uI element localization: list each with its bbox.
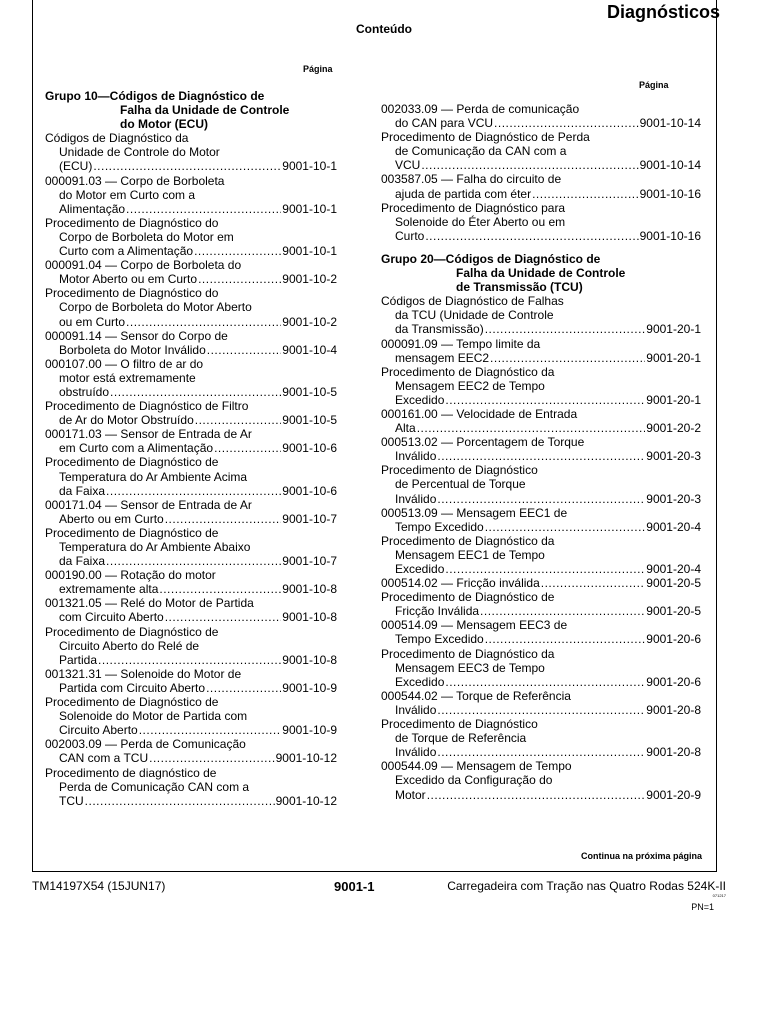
toc-entry-page: 9001-10-12 (275, 751, 337, 766)
toc-entry[interactable] (381, 365, 701, 407)
toc-entry[interactable] (45, 455, 337, 497)
dot-leader (214, 441, 281, 455)
toc-entry-page: 9001-10-9 (282, 680, 337, 695)
toc-entry-text: da Faixa (59, 554, 106, 569)
toc-entry-text: da Faixa (59, 483, 106, 498)
toc-entry-page: 9001-10-7 (282, 511, 337, 526)
footer-pn: PN=1 (691, 902, 714, 912)
toc-entry-text: Procedimento de Diagnóstico para (381, 200, 566, 215)
dot-leader (93, 159, 281, 173)
toc-entry-page: 9001-10-6 (282, 483, 337, 498)
dot-leader (165, 512, 282, 526)
dot-leader (149, 751, 274, 765)
toc-entry-page: 9001-20-5 (646, 604, 701, 619)
toc-entry-page: 9001-20-3 (646, 449, 701, 464)
toc-entry-text: TCU (59, 793, 84, 808)
toc-entry-text: Excedido (395, 392, 445, 407)
toc-entry-text: 001321.05 — Relé do Motor de Partida (45, 596, 254, 611)
toc-entry-text: Procedimento de Diagnóstico do (45, 286, 219, 301)
toc-entry-text: da TCU (Unidade de Controle (395, 308, 554, 323)
dot-leader (159, 582, 281, 596)
toc-entry-text: Procedimento de Diagnóstico (381, 463, 538, 478)
toc-entry[interactable] (381, 294, 701, 336)
toc-entry-text: Partida (59, 652, 98, 667)
toc-entry[interactable] (381, 689, 701, 717)
toc-entry[interactable] (45, 286, 337, 328)
dot-leader (195, 413, 282, 427)
toc-entry[interactable] (381, 717, 701, 759)
toc-entry-text: de Ar do Motor Obstruído (59, 413, 194, 428)
dot-leader (445, 562, 645, 576)
group-10-title: Grupo 10—Códigos de Diagnóstico de Falha da Unidade de Controle do Motor (ECU) (45, 89, 290, 132)
toc-entry-text: 002033.09 — Perda de comunicação (381, 102, 580, 116)
toc-entry[interactable] (381, 534, 701, 576)
dot-leader (194, 244, 281, 258)
toc-entry-text: 000091.09 — Tempo limite da (381, 336, 541, 351)
toc-entry-text: 000513.09 — Mensagem EEC1 de (381, 505, 568, 520)
toc-entry-text: mensagem EEC2 (395, 350, 490, 365)
toc-entry-text: de Percentual de Torque (395, 477, 526, 492)
toc-entry-text: Procedimento de Diagnóstico de Filtro (45, 399, 249, 414)
toc-entry-text: Mensagem EEC3 de Tempo (395, 660, 545, 675)
toc-entry-text: 001321.31 — Solenoide do Motor de (45, 666, 242, 681)
dot-leader (437, 745, 645, 759)
toc-entry-page: 9001-20-4 (646, 562, 701, 576)
toc-entry[interactable] (381, 618, 701, 646)
toc-entry-text: Solenoide do Motor de Partida com (59, 709, 248, 724)
toc-entry-text: ajuda de partida com éter (395, 186, 532, 201)
toc-entry[interactable] (381, 590, 701, 618)
toc-entry-text: Tempo Excedido (395, 632, 484, 647)
toc-entry-page: 9001-20-9 (646, 787, 701, 802)
footer-page-number: 9001-1 (334, 879, 375, 894)
toc-entry-text: Inválido (395, 702, 437, 717)
dot-leader (541, 576, 646, 590)
toc-entry-text: Aberto ou em Curto (59, 511, 164, 526)
toc-entry-page: 9001-20-6 (646, 674, 701, 689)
group-20-entries (381, 294, 701, 801)
toc-entry-text: Procedimento de Diagnóstico do (45, 215, 219, 230)
toc-entry[interactable] (45, 357, 337, 399)
toc-right-column (381, 102, 701, 802)
dot-leader (532, 187, 639, 201)
toc-entry-page: 9001-10-1 (282, 159, 337, 174)
dot-leader (485, 322, 646, 336)
toc-entry-text: Temperatura do Ar Ambiente Abaixo (59, 540, 251, 554)
toc-entry-page: 9001-10-8 (282, 582, 337, 597)
toc-entry-text: Códigos de Diagnóstico da (45, 131, 189, 146)
toc-entry[interactable] (45, 667, 337, 695)
toc-entry-text: 000091.14 — Sensor do Corpo de (45, 328, 228, 343)
toc-entry-text: 002003.09 — Perda de Comunicação (45, 737, 246, 752)
toc-entry-text: de Comunicação da CAN com a (395, 144, 567, 159)
dot-leader (106, 554, 281, 568)
toc-entry-page: 9001-10-12 (275, 793, 337, 808)
toc-entry[interactable] (45, 695, 337, 737)
toc-entry-page: 9001-10-16 (639, 186, 701, 201)
toc-entry[interactable] (45, 427, 337, 455)
toc-entry-text: Procedimento de Diagnóstico de (45, 624, 219, 639)
dot-leader (480, 604, 645, 618)
page-column-label-right: Página (639, 80, 669, 90)
toc-entry-text: 000161.00 — Velocidade de Entrada (381, 406, 578, 421)
dot-leader (139, 723, 282, 737)
toc-entry-text: 000544.02 — Torque de Referência (381, 688, 571, 703)
toc-entry-page: 9001-10-7 (282, 554, 337, 569)
toc-entry[interactable] (45, 526, 337, 568)
toc-entry-page: 9001-20-4 (646, 519, 701, 534)
toc-entry-page: 9001-20-6 (646, 632, 701, 647)
toc-entry-text: da Transmissão) (395, 322, 484, 337)
dot-leader (421, 158, 638, 172)
toc-entry[interactable] (381, 102, 701, 130)
toc-entry-page: 9001-10-2 (282, 272, 337, 287)
toc-entry-page: 9001-20-1 (646, 350, 701, 365)
toc-entry[interactable] (45, 737, 337, 765)
toc-entry-page: 9001-20-8 (646, 745, 701, 760)
toc-entry-page: 9001-20-1 (646, 322, 701, 337)
toc-entry-page: 9001-10-9 (282, 723, 337, 738)
toc-entry-text: CAN com a TCU (59, 751, 149, 766)
toc-entry-text: Excedido (395, 562, 445, 576)
footer-doc-id: TM14197X54 (15JUN17) (32, 879, 166, 893)
toc-entry-text: em Curto com a Alimentação (59, 441, 214, 456)
toc-left-column (45, 89, 337, 808)
footer-machine-name: Carregadeira com Tração nas Quatro Rodas 524K-II (447, 879, 726, 893)
toc-entry-text: 003587.05 — Falha do circuito de (381, 172, 562, 187)
toc-entry-text: Inválido (395, 745, 437, 760)
dot-leader (165, 610, 282, 624)
toc-entry[interactable] (45, 766, 337, 808)
toc-entry[interactable] (45, 568, 337, 596)
toc-entry-text: 000514.09 — Mensagem EEC3 de (381, 618, 568, 633)
toc-entry-text: Circuito Aberto do Relé de (59, 638, 200, 653)
group-10-continued-entries (381, 102, 701, 243)
toc-entry-text: Mensagem EEC2 de Tempo (395, 378, 545, 393)
toc-entry-text: 000107.00 — O filtro de ar do (45, 356, 204, 371)
dot-leader (198, 272, 281, 286)
toc-entry-page: 9001-20-1 (646, 392, 701, 407)
toc-entry-text: 000171.04 — Sensor de Entrada de Ar (45, 497, 252, 512)
toc-entry-text: 000514.02 — Fricção inválida (381, 576, 540, 591)
toc-entry-text: de Torque de Referência (395, 731, 527, 746)
toc-entry-text: do CAN para VCU (395, 116, 494, 131)
dot-leader (427, 788, 646, 802)
toc-entry[interactable] (381, 463, 701, 505)
toc-entry-text: Inválido (395, 491, 437, 506)
toc-entry-text: Procedimento de Diagnóstico da (381, 364, 555, 379)
toc-entry-text: Alta (395, 421, 416, 436)
toc-entry-page: 9001-10-1 (282, 201, 337, 216)
dot-leader (445, 675, 645, 689)
toc-entry[interactable] (381, 130, 701, 172)
dot-leader (485, 520, 646, 534)
toc-entry-page: 9001-10-5 (282, 384, 337, 399)
toc-entry-text: VCU (395, 158, 421, 173)
document-title: Diagnósticos (606, 2, 720, 22)
toc-entry-text: Corpo de Borboleta do Motor em (59, 229, 234, 244)
page-column-label-left: Página (303, 64, 333, 74)
dot-leader (206, 681, 281, 695)
toc-entry-page: 9001-20-3 (646, 491, 701, 506)
toc-entry-text: Circuito Aberto (59, 723, 138, 738)
toc-entry-page: 9001-10-16 (639, 228, 701, 243)
dot-leader (417, 421, 646, 435)
toc-entry-text: com Circuito Aberto (59, 610, 164, 625)
toc-entry-text: Procedimento de Diagnóstico de (45, 455, 219, 470)
toc-entry[interactable] (45, 258, 337, 286)
dot-leader (207, 343, 282, 357)
toc-entry[interactable] (45, 498, 337, 526)
toc-entry-text: extremamente alta (59, 582, 159, 597)
toc-entry-page: 9001-20-5 (646, 576, 701, 591)
toc-entry[interactable] (381, 337, 701, 365)
toc-entry-page: 9001-20-8 (646, 702, 701, 717)
toc-entry-text: Procedimento de Diagnóstico da (381, 533, 555, 548)
toc-entry-text: 000171.03 — Sensor de Entrada de Ar (45, 427, 252, 442)
group-10-entries (45, 131, 337, 808)
toc-entry-page: 9001-10-14 (639, 116, 701, 131)
toc-entry[interactable] (381, 201, 701, 243)
toc-entry[interactable] (381, 647, 701, 689)
toc-entry[interactable] (381, 576, 701, 590)
dot-leader (437, 492, 645, 506)
toc-entry[interactable] (45, 596, 337, 624)
contents-heading: Conteúdo (356, 22, 412, 36)
toc-entry-text: 000190.00 — Rotação do motor (45, 568, 216, 583)
toc-entry-text: Motor (395, 787, 426, 802)
toc-entry-page: 9001-10-5 (282, 413, 337, 428)
toc-entry-text: Alimentação (59, 201, 126, 216)
toc-entry-text: obstruído (59, 384, 110, 399)
toc-entry-text: Partida com Circuito Aberto (59, 680, 206, 695)
toc-entry-page: 9001-10-1 (282, 244, 337, 259)
toc-entry-text: Curto com a Alimentação (59, 244, 194, 259)
toc-entry-page: 9001-10-4 (282, 342, 337, 357)
toc-entry[interactable] (45, 174, 337, 216)
toc-entry-text: 000544.09 — Mensagem de Tempo (381, 759, 572, 774)
toc-entry-text: Borboleta do Motor Inválido (59, 342, 206, 357)
dot-leader (494, 116, 639, 130)
dot-leader (437, 703, 645, 717)
toc-entry-text: Excedido (395, 674, 445, 689)
toc-entry-text: motor está extremamente (59, 370, 196, 385)
toc-entry-text: Procedimento de Diagnóstico de Perda (381, 130, 590, 145)
toc-entry[interactable] (381, 172, 701, 200)
toc-entry[interactable] (45, 399, 337, 427)
toc-entry-page: 9001-10-6 (282, 441, 337, 456)
toc-entry-text: Temperatura do Ar Ambiente Acima (59, 469, 248, 484)
toc-entry-text: Perda de Comunicação CAN com a (59, 779, 250, 794)
toc-entry-text: Motor Aberto ou em Curto (59, 272, 198, 287)
toc-entry-text: Procedimento de Diagnóstico (381, 717, 538, 732)
toc-entry-text: Corpo de Borboleta do Motor Aberto (59, 300, 252, 315)
toc-entry-text: 000513.02 — Porcentagem de Torque (381, 435, 585, 450)
group-20-title: Grupo 20—Códigos de Diagnóstico de Falha da Unidade de Controle de Transmissão (TCU) (381, 251, 626, 295)
toc-entry-text: Códigos de Diagnóstico de Falhas (381, 294, 564, 309)
toc-entry-text: Solenoide do Éter Aberto ou em (395, 214, 566, 229)
toc-entry-text: Procedimento de Diagnóstico de (45, 525, 219, 540)
toc-entry-page: 9001-10-8 (282, 652, 337, 667)
toc-entry-page: 9001-10-8 (282, 610, 337, 625)
dot-leader (126, 202, 281, 216)
toc-entry-page: 9001-20-2 (646, 421, 701, 436)
toc-entry-text: Procedimento de Diagnóstico de (45, 695, 219, 710)
toc-entry-text: ou em Curto (59, 314, 126, 329)
toc-entry-page: 9001-10-2 (282, 314, 337, 329)
toc-entry-text: (ECU) (59, 159, 93, 174)
dot-leader (425, 229, 638, 243)
dot-leader (485, 632, 646, 646)
toc-entry[interactable] (381, 506, 701, 534)
toc-entry-text: Fricção Inválida (395, 604, 480, 619)
dot-leader (437, 449, 645, 463)
dot-leader (126, 315, 281, 329)
dot-leader (445, 393, 645, 407)
toc-entry-text: Procedimento de diagnóstico de (45, 765, 217, 780)
toc-entry[interactable] (45, 625, 337, 667)
toc-entry-text: Mensagem EEC1 de Tempo (395, 547, 545, 562)
toc-entry-text: 000091.04 — Corpo de Borboleta do (45, 258, 242, 273)
toc-entry-text: Procedimento de Diagnóstico de (381, 590, 555, 605)
toc-entry[interactable] (381, 759, 701, 801)
toc-entry[interactable] (381, 407, 701, 435)
toc-entry-text: Excedido da Configuração do (395, 773, 553, 788)
toc-entry-text: do Motor em Curto com a (59, 187, 196, 202)
toc-entry-text: Procedimento de Diagnóstico da (381, 646, 555, 661)
toc-entry-text: Tempo Excedido (395, 519, 484, 534)
toc-entry-page: 9001-10-14 (639, 158, 701, 173)
dot-leader (106, 484, 281, 498)
dot-leader (110, 385, 281, 399)
dot-leader (85, 794, 275, 808)
toc-entry-text: Curto (395, 228, 425, 243)
toc-entry-text: Inválido (395, 449, 437, 464)
toc-entry[interactable] (45, 329, 337, 357)
continue-note: Continua na próxima página (580, 851, 702, 861)
toc-entry[interactable] (45, 216, 337, 258)
toc-entry[interactable] (381, 435, 701, 463)
footer-code: 071217 (712, 893, 726, 898)
toc-entry-text: 000091.03 — Corpo de Borboleta (45, 173, 225, 188)
dot-leader (490, 351, 645, 365)
toc-entry-text: Unidade de Controle do Motor (59, 145, 220, 160)
toc-entry[interactable] (45, 131, 337, 173)
dot-leader (98, 653, 281, 667)
